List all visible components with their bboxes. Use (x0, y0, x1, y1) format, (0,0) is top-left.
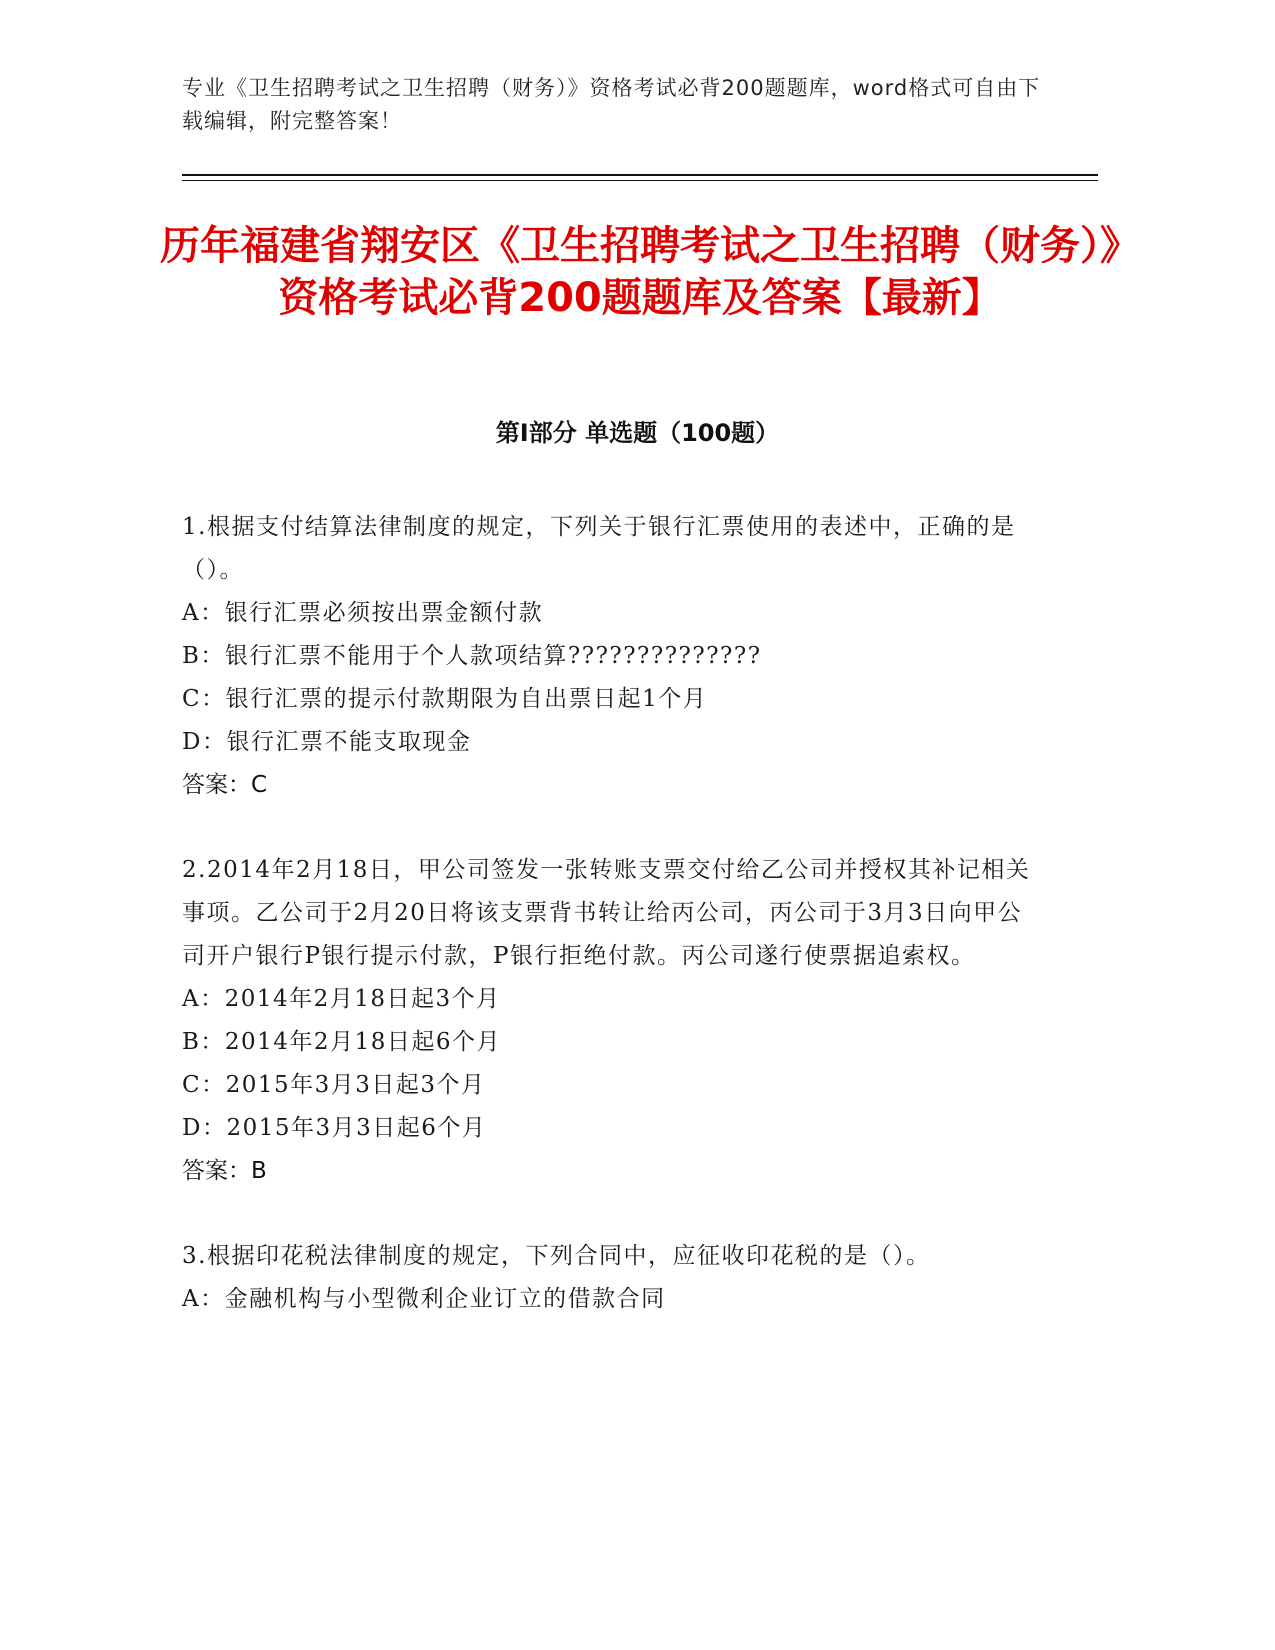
document-title: 历年福建省翔安区《卫生招聘考试之卫生招聘（财务）》资格考试必背200题题库及答案【最新】 (160, 223, 1120, 321)
header-note: 专业《卫生招聘考试之卫生招聘（财务）》资格考试必背200题题库，word格式可自由下载编辑，附完整答案！ (182, 76, 1041, 133)
option-b: B：2014年2月18日起6个月 (182, 1029, 501, 1055)
question-stem: 2.2014年2月18日，甲公司签发一张转账支票交付给乙公司并授权其补记相关事项。乙公司于2月20日将该支票背书转让给丙公司，丙公司于3月3日向甲公司开户银行P银行提示付款，P银行拒绝付款。丙公司遂行使票据追索权。 (182, 857, 1031, 969)
option-b: B：银行汇票不能用于个人款项结算?????????????? (182, 643, 762, 669)
option-d: D：2015年3月3日起6个月 (182, 1115, 487, 1141)
answer: 答案：C (182, 772, 268, 798)
option-a: A：银行汇票必须按出票金额付款 (182, 600, 544, 626)
section-heading: 第Ⅰ部分 单选题（100题） (495, 419, 780, 447)
option-c: C：银行汇票的提示付款期限为自出票日起1个月 (182, 686, 708, 712)
question-list (182, 506, 1042, 1363)
option-c: C：2015年3月3日起3个月 (182, 1072, 486, 1098)
header-divider-thick (182, 174, 1098, 176)
option-d: D：银行汇票不能支取现金 (182, 729, 472, 755)
question-1 (182, 506, 1042, 807)
option-a: A：2014年2月18日起3个月 (182, 986, 501, 1012)
header-divider-thin (182, 180, 1098, 181)
question-stem: 3.根据印花税法律制度的规定，下列合同中，应征收印花税的是（）。 (182, 1243, 931, 1269)
answer: 答案：B (182, 1158, 267, 1184)
question-stem: 1.根据支付结算法律制度的规定，下列关于银行汇票使用的表述中，正确的是（）。 (182, 514, 1016, 583)
question-2 (182, 849, 1042, 1193)
option-a: A：金融机构与小型微利企业订立的借款合同 (182, 1286, 666, 1312)
question-3 (182, 1235, 1042, 1321)
